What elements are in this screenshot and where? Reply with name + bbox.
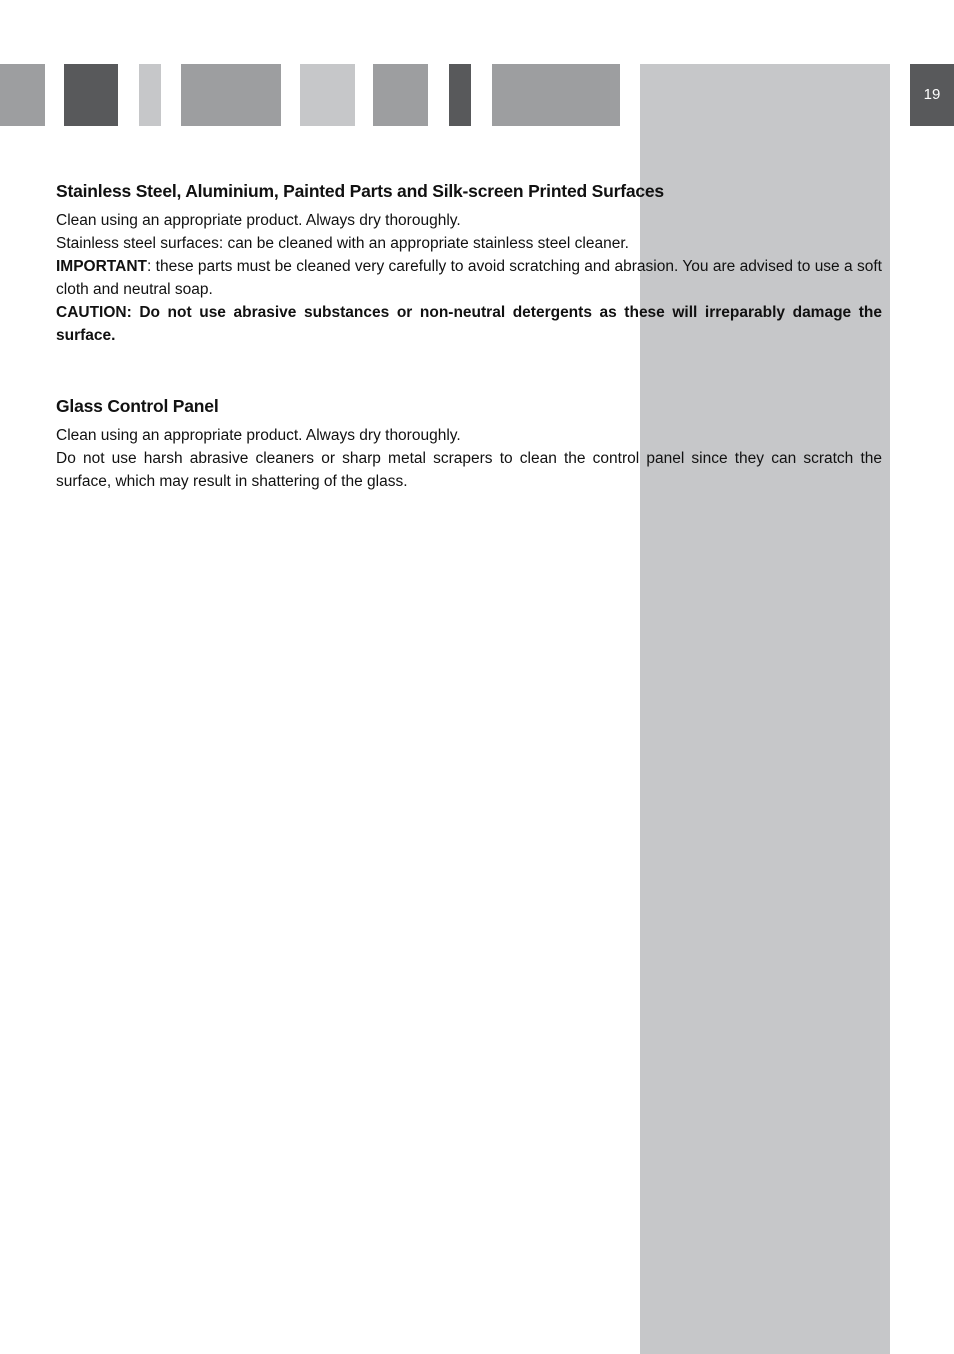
header-block: [373, 64, 428, 126]
header-block: [492, 64, 620, 126]
header-block: [300, 64, 355, 126]
paragraph: Clean using an appropriate product. Always dry thoroughly.: [56, 212, 461, 229]
paragraph: Clean using an appropriate product. Always dry thoroughly.: [56, 427, 461, 444]
header-block: [64, 64, 118, 126]
section-title: Glass Control Panel: [56, 396, 219, 416]
page-content: [56, 178, 882, 493]
caution-note: [56, 301, 882, 347]
section-spacer: [56, 347, 882, 393]
page-number: 19: [910, 64, 954, 126]
important-label: IMPORTANT: [56, 258, 147, 275]
section-glass-control-panel: [56, 393, 882, 493]
section-title: Stainless Steel, Aluminium, Painted Parts and Silk-screen Printed Surfaces: [56, 181, 664, 201]
paragraph: Stainless steel surfaces: can be cleaned with an appropriate stainless steel cleaner.: [56, 235, 629, 252]
important-text: : these parts must be cleaned very carefully to avoid scratching and abrasion. You are advised to use a soft cloth and neutral soap.: [56, 258, 882, 298]
section-stainless-steel: [56, 178, 882, 347]
paragraph: Do not use harsh abrasive cleaners or sharp metal scrapers to clean the control panel since they can scratch the surface, which may result in shattering of the glass.: [56, 450, 882, 490]
header-block: [0, 64, 45, 126]
header-block: [449, 64, 471, 126]
header-block: [139, 64, 161, 126]
header-block: [181, 64, 281, 126]
caution-text: CAUTION: Do not use abrasive substances or non-neutral detergents as these will irreparably damage the surface.: [56, 304, 882, 344]
important-note: [56, 255, 882, 301]
